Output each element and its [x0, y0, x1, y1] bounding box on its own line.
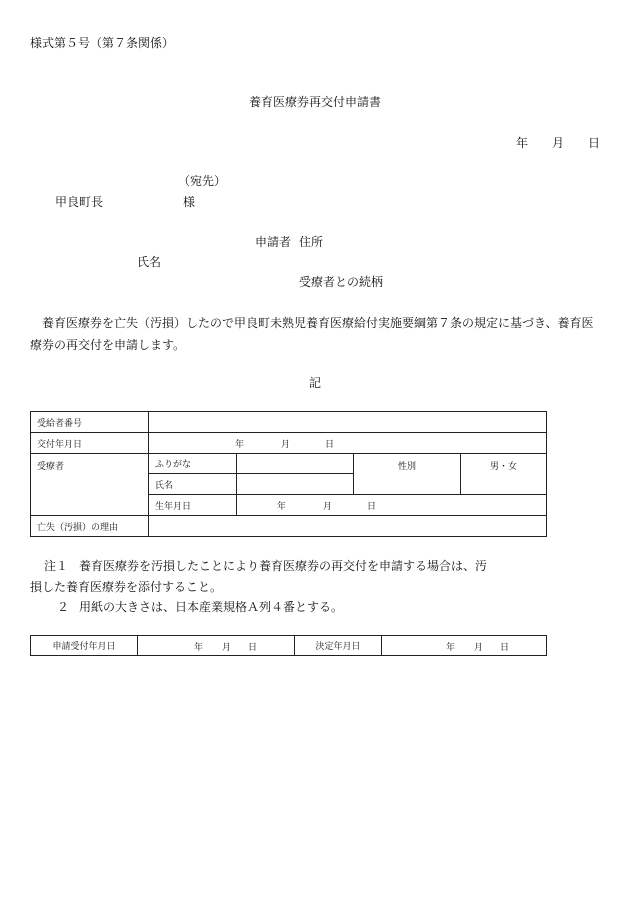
form-number: 様式第５号（第７条関係） — [30, 36, 175, 50]
name-field[interactable] — [237, 474, 354, 495]
decision-date-label: 決定年月日 — [295, 636, 382, 656]
birth-date-label: 生年月日 — [149, 495, 237, 516]
birth-date-field[interactable] — [237, 495, 547, 516]
note2-text: 用紙の大きさは、日本産業規格Ａ列４番とする。 — [79, 600, 344, 614]
loss-reason-field[interactable] — [149, 516, 547, 537]
recipient-number-field[interactable] — [149, 412, 547, 433]
issue-date-label: 交付年月日 — [31, 433, 149, 454]
issue-date-field[interactable] — [149, 433, 547, 454]
issue-date-year: 年 — [235, 440, 245, 450]
decision-date-field[interactable] — [382, 636, 547, 656]
name-label: 氏名 — [149, 474, 237, 495]
received-date-month: 月 — [222, 642, 232, 653]
recipient-number-label: 受給者番号 — [31, 412, 149, 433]
birth-date-year: 年 — [277, 502, 287, 512]
received-date-label: 申請受付年月日 — [31, 636, 138, 656]
decision-date-month: 月 — [474, 642, 484, 653]
issue-date-month: 月 — [281, 440, 291, 450]
decision-date-day: 日 — [500, 642, 510, 653]
addressee-name: 甲良町長 — [55, 195, 104, 209]
received-date-field[interactable] — [138, 636, 295, 656]
note2-prefix: ２ — [57, 600, 70, 614]
patient-label: 受療者 — [31, 454, 149, 516]
received-date-year: 年 — [194, 642, 204, 653]
office-use-table — [30, 635, 547, 656]
loss-reason-label: 亡失（汚損）の理由 — [31, 516, 149, 537]
decision-date-year: 年 — [446, 642, 456, 653]
furigana-field[interactable] — [237, 454, 354, 474]
furigana-label: ふりがな — [149, 454, 237, 474]
applicant-name-label: 氏名 — [137, 255, 162, 269]
main-form-table — [30, 411, 547, 537]
birth-date-month: 月 — [323, 502, 333, 512]
applicant-label: 申請者 — [255, 235, 292, 249]
document-title: 養育医療券再交付申請書 — [248, 95, 381, 109]
note1-prefix: 注１ — [44, 559, 69, 573]
applicant-relation-label: 受療者との続柄 — [299, 275, 384, 289]
birth-date-day: 日 — [367, 502, 377, 512]
date-month-label: 月 — [552, 136, 565, 150]
addressee-label: （宛先） — [178, 174, 227, 188]
issue-date-day: 日 — [325, 440, 335, 450]
date-day-label: 日 — [588, 136, 601, 150]
addressee-honorific: 様 — [183, 195, 196, 209]
received-date-day: 日 — [248, 642, 258, 653]
note1-line2: 損した養育医療券を添付すること。 — [30, 580, 223, 594]
sex-label: 性別 — [354, 454, 461, 495]
sex-value[interactable]: 男・女 — [461, 454, 547, 495]
applicant-address-label: 住所 — [299, 235, 324, 249]
date-year-label: 年 — [516, 136, 529, 150]
note1-line1: 養育医療券を汚損したことにより養育医療券の再交付を申請する場合は、汚 — [79, 559, 488, 573]
ki-heading: 記 — [308, 376, 321, 390]
application-body-text: 養育医療券を亡失（汚損）したので甲良町未熟児養育医療給付実施要綱第７条の規定に基づき、養育医療券の再交付を申請します。 — [30, 316, 594, 352]
